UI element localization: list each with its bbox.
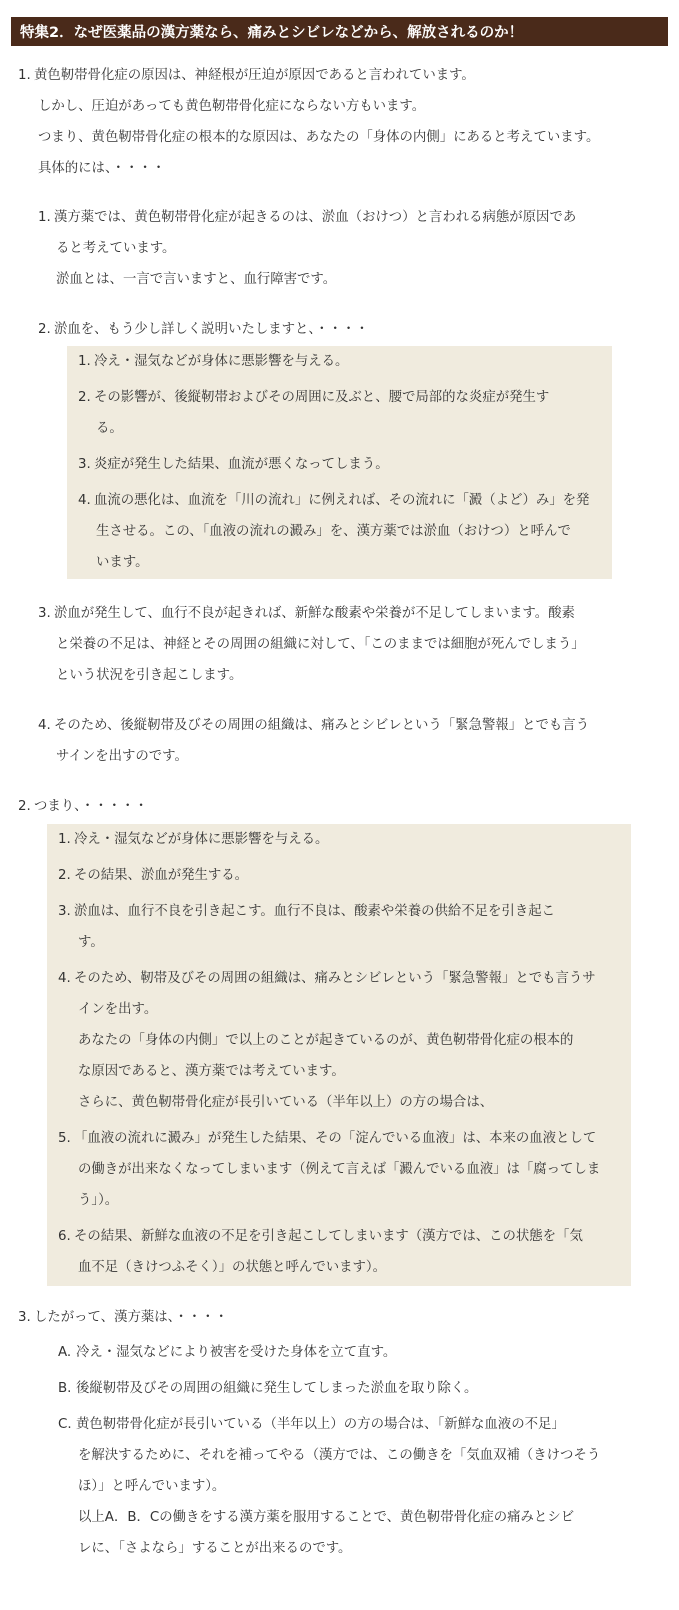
paragraph-line: その影響が、後縦靭帯およびその周囲に及ぶと、腰で局部的な炎症が発生す (94, 390, 550, 405)
paragraph-line: います。 (96, 555, 149, 570)
paragraph-line: 冷え・湿気などが身体に悪影響を与える。 (94, 354, 349, 369)
paragraph-line: 黄色靭帯骨化症の原因は、神経根が圧迫が原因であると言われています。 (34, 68, 475, 83)
paragraph-line: あなたの「身体の内側」で以上のことが起きているのが、黄色靭帯骨化症の根本的 (78, 1033, 574, 1048)
paragraph-line: 生させる。この、「血液の流れの澱み」を、漢方薬では淤血（おけつ）と呼んで (96, 524, 571, 539)
paragraph-line: す。 (78, 935, 104, 950)
paragraph-line: インを出す。 (78, 1002, 158, 1017)
paragraph-line: そのため、後縦靭帯及びその周囲の組織は、痛みとシビレという「緊急警報」とでも言う (54, 718, 590, 733)
paragraph-line: しかし、圧迫があっても黄色靭帯骨化症にならない方もいます。 (38, 99, 426, 114)
paragraph-line: と栄養の不足は、神経とその周囲の組織に対して、「このままでは細胞が死んでしまう」 (56, 637, 585, 652)
list-letter: C. (58, 1417, 72, 1432)
paragraph-line: その結果、新鮮な血液の不足を引き起こしてしまいます（漢方では、この状態を「気 (74, 1229, 583, 1244)
paragraph-line: つまり、・・・・・ (34, 799, 148, 814)
list-number: 2. (58, 868, 71, 883)
list-number: 3. (78, 457, 91, 472)
list-number: 1. (18, 68, 31, 83)
paragraph-line: の働きが出来なくなってしまいます（例えて言えば「澱んでいる血液」は「腐ってしま (78, 1162, 601, 1177)
paragraph-line: つまり、黄色靭帯骨化症の根本的な原因は、あなたの「身体の内側」にあると考えています。 (38, 130, 600, 145)
paragraph-line: 以上A．B．Cの働きをする漢方薬を服用することで、黄色靭帯骨化症の痛みとシビ (78, 1510, 575, 1525)
list-number: 2. (18, 799, 31, 814)
paragraph-line: 淤血とは、一言で言いますと、血行障害です。 (56, 272, 337, 287)
list-number: 3. (38, 606, 51, 621)
list-letter: B. (58, 1381, 72, 1396)
paragraph-line: その結果、淤血が発生する。 (74, 868, 249, 883)
list-number: 1. (38, 210, 51, 225)
list-number: 3. (18, 1310, 31, 1325)
paragraph-line: う」）。 (78, 1193, 119, 1208)
paragraph-line: 具体的には、・・・・ (38, 161, 166, 176)
list-number: 4. (78, 493, 91, 508)
list-number: 1. (58, 832, 71, 847)
highlight-box (47, 824, 631, 1286)
paragraph-line: 淤血を、もう少し詳しく説明いたしますと、・・・・ (54, 322, 369, 337)
paragraph-line: 冷え・湿気などが身体に悪影響を与える。 (74, 832, 329, 847)
paragraph-line: 血不足（きけつふそく）」の状態と呼んでいます）。 (78, 1260, 386, 1275)
paragraph-line: という状況を引き起こします。 (56, 668, 243, 683)
paragraph-line: 炎症が発生した結果、血流が悪くなってしまう。 (94, 457, 389, 472)
paragraph-line: ほ）」と呼んでいます）。 (78, 1479, 226, 1494)
paragraph-line: を解決するために、それを補ってやる（漢方では、この働きを「気血双補（きけつそう (78, 1448, 601, 1463)
paragraph-line: る。 (96, 421, 123, 436)
paragraph-line: サインを出すのです。 (56, 749, 188, 764)
paragraph-line: 漢方薬では、黄色靭帯骨化症が起きるのは、淤血（おけつ）と言われる病態が原因であ (54, 210, 577, 225)
paragraph-line: 「血液の流れに澱み」が発生した結果、その「淀んでいる血液」は、本来の血液として (74, 1131, 597, 1146)
paragraph-line: ると考えています。 (56, 241, 176, 256)
paragraph-line: さらに、黄色靭帯骨化症が長引いている（半年以上）の方の場合は、 (78, 1095, 494, 1110)
paragraph-line: 血流の悪化は、血流を「川の流れ」に例えれば、その流れに「澱（よど）み」を発 (94, 493, 590, 508)
paragraph-line: 後縦靭帯及びその周囲の組織に発生してしまった淤血を取り除く。 (76, 1381, 478, 1396)
list-number: 2. (38, 322, 51, 337)
paragraph-line: 淤血が発生して、血行不良が起きれば、新鮮な酸素や栄養が不足してしまいます。酸素 (54, 606, 575, 621)
paragraph-line: 冷え・湿気などにより被害を受けた身体を立て直す。 (76, 1345, 397, 1360)
list-number: 4. (38, 718, 51, 733)
list-number: 6. (58, 1229, 71, 1244)
list-number: 5. (58, 1131, 71, 1146)
list-number: 1. (78, 354, 91, 369)
list-letter: A. (58, 1345, 72, 1360)
paragraph-line: そのため、靭帯及びその周囲の組織は、痛みとシビレという「緊急警報」とでも言うサ (74, 971, 596, 986)
list-number: 2. (78, 390, 91, 405)
paragraph-line: レに、「さよなら」することが出来るのです。 (78, 1541, 352, 1556)
paragraph-line: な原因であると、漢方薬では考えています。 (78, 1064, 345, 1079)
paragraph-line: 黄色靭帯骨化症が長引いている（半年以上）の方の場合は、「新鮮な血液の不足」 (76, 1417, 565, 1432)
paragraph-line: したがって、漢方薬は、・・・・ (34, 1310, 228, 1325)
list-number: 4. (58, 971, 71, 986)
paragraph-line: 淤血は、血行不良を引き起こす。血行不良は、酸素や栄養の供給不足を引き起こ (74, 904, 555, 919)
list-number: 3. (58, 904, 71, 919)
section-title: 特集2．なぜ医薬品の漢方薬なら、痛みとシビレなどから、解放されるのか！ (11, 17, 668, 46)
